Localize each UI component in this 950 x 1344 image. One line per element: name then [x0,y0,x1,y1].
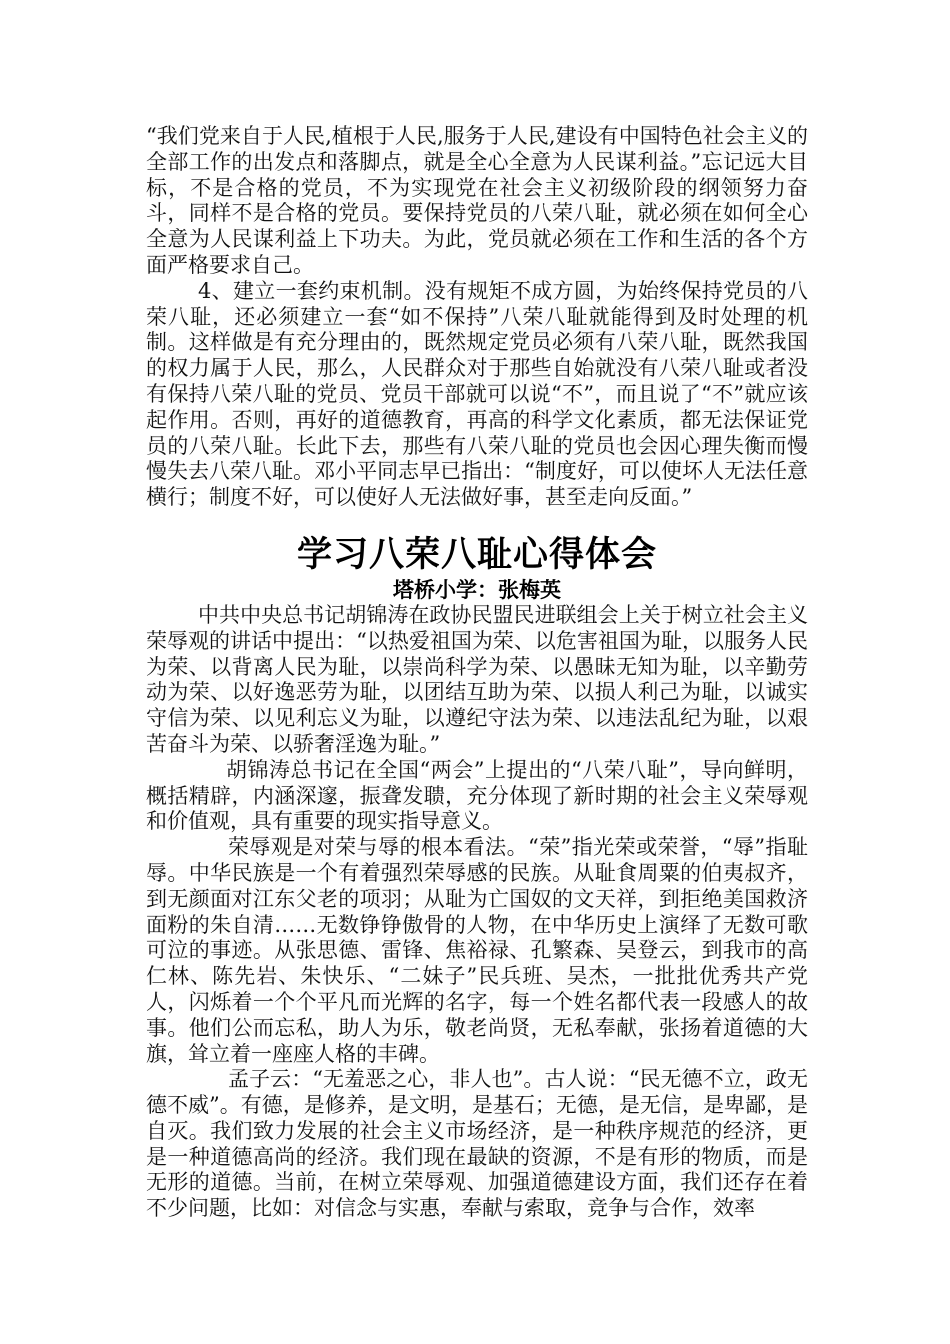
article1-paragraph-1: “我们党来自于人民,植根于人民,服务于人民,建设有中国特色社会主义的全部工作的出发点和落脚点，就是全心全意为人民谋利益。”忘记远大目标，不是合格的党员，不为实现党在社会主义初级阶段的纲领努力奋斗，同样不是合格的党员。要保持党员的八荣八耻，就必须在如何全心全意为人民谋利益上下功夫。为此，党员就必须在工作和生活的各个方面严格要求自己。 [146,124,808,277]
article2-paragraph-4: 孟子云：“无羞恶之心，非人也”。古人说：“民无德不立，政无德不威”。有德，是修养，是文明，是基石；无德，是无信，是卑鄙，是自灭。我们致力发展的社会主义市场经济，是一种秩序规范的经济，更是一种道德高尚的经济。我们现在最缺的资源，不是有形的物质，而是无形的道德。当前，在树立荣辱观、加强道德建设方面，我们还存在着不少问题，比如：对信念与实惠，奉献与索取，竞争与合作，效率 [146,1067,808,1221]
article-author: 塔桥小学：张梅英 [393,577,561,602]
document-body [146,124,808,1222]
article2-paragraph-1: 中共中央总书记胡锦涛在政协民盟民进联组会上关于树立社会主义荣辱观的讲话中提出：“以热爱祖国为荣、以危害祖国为耻，以服务人民为荣、以背离人民为耻，以崇尚科学为荣、以愚昧无知为耻，以辛勤劳动为荣、以好逸恶劳为耻，以团结互助为荣、以损人利己为耻，以诚实守信为荣、以见利忘义为耻，以遵纪守法为荣、以违法乱纪为耻，以艰苦奋斗为荣、以骄奢淫逸为耻。” [146,602,808,756]
article2-paragraph-3: 荣辱观是对荣与辱的根本看法。“荣”指光荣或荣誉，“辱”指耻辱。中华民族是一个有着强烈荣辱感的民族。从耻食周粟的伯夷叔齐，到无颜面对江东父老的项羽；从耻为亡国奴的文天祥，到拒绝美国救济面粉的朱自清……无数铮铮傲骨的人物，在中华历史上演绎了无数可歌可泣的事迹。从张思德、雷锋、焦裕禄、孔繁森、吴登云，到我市的高仁林、陈先岩、朱快乐、“二妹子”民兵班、吴杰，一批批优秀共产党人，闪烁着一个个平凡而光辉的名字，每一个姓名都代表一段感人的故事。他们公而忘私，助人为乐，敬老尚贤，无私奉献，张扬着道德的大旗，耸立着一座座人格的丰碑。 [146,835,808,1066]
article2-paragraph-2: 胡锦涛总书记在全国“两会”上提出的“八荣八耻”，导向鲜明，概括精辟，内涵深邃，振聋发聩，充分体现了新时期的社会主义荣辱观和价值观，具有重要的现实指导意义。 [146,757,808,834]
article1-paragraph-2: 4、建立一套约束机制。没有规矩不成方圆，为始终保持党员的八荣八耻，还必须建立一套“如不保持”八荣八耻就能得到及时处理的机制。这样做是有充分理由的，既然规定党员必须有八荣八耻，既然我国的权力属于人民，那么，人民群众对于那些自始就没有八荣八耻或者没有保持八荣八耻的党员、党员干部就可以说“不”，而且说了“不”就应该起作用。否则，再好的道德教育，再高的科学文化素质，都无法保证党员的八荣八耻。长此下去，那些有八荣八耻的党员也会因心理失衡而慢慢失去八荣八耻。邓小平同志早已指出：“制度好，可以使坏人无法任意横行；制度不好，可以使好人无法做好事，甚至走向反面。” [146,278,808,510]
article-title: 学习八荣八耻心得体会 [296,534,657,575]
